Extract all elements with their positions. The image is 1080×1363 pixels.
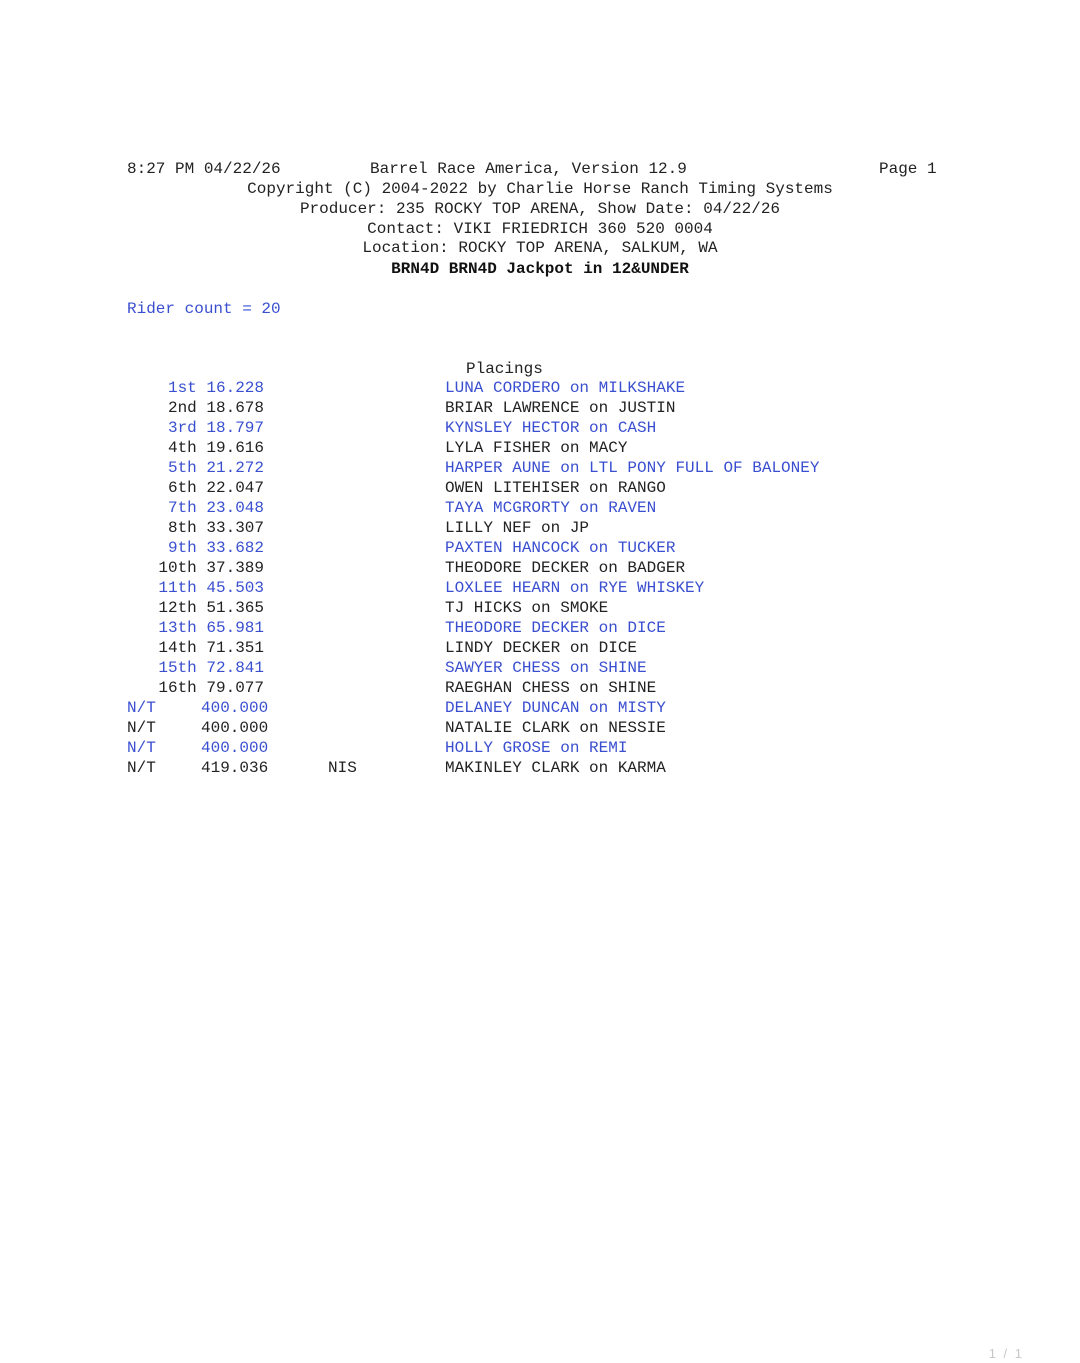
page-indicator: 1 / 1 (988, 1346, 1024, 1361)
placing-row (0, 558, 1080, 578)
placing-row (0, 738, 1080, 758)
program-version: Barrel Race America, Version 12.9 (370, 160, 687, 178)
location-line: Location: ROCKY TOP ARENA, SALKUM, WA (362, 239, 718, 257)
placing-time: 33.307 (206, 519, 264, 537)
placing-time: 400.000 (201, 699, 269, 717)
placing-row (0, 398, 1080, 418)
placing-place-time (124, 418, 264, 438)
rider-count: Rider count = 20 (127, 300, 281, 318)
placing-rider: NATALIE CLARK on NESSIE (445, 719, 666, 737)
placing-place: 7th (167, 499, 197, 517)
placing-rider: THEODORE DECKER on BADGER (445, 559, 686, 577)
placing-row (0, 498, 1080, 518)
placing-rider: KYNSLEY HECTOR on CASH (445, 419, 657, 437)
placing-place: 2nd (167, 399, 197, 417)
placing-place-time (124, 518, 264, 538)
placing-place: 13th (158, 619, 197, 637)
placing-place-time (124, 558, 264, 578)
placing-note: NIS (328, 759, 357, 777)
placing-place: N/T (127, 699, 156, 717)
placing-row (0, 518, 1080, 538)
placing-rider: THEODORE DECKER on DICE (445, 619, 666, 637)
placing-place: 6th (167, 479, 197, 497)
placing-place-time (124, 598, 264, 618)
placing-row (0, 538, 1080, 558)
placing-place: 12th (158, 599, 197, 617)
placing-place: 1st (167, 379, 197, 397)
placing-place-time (124, 478, 264, 498)
placing-place-time (124, 658, 264, 678)
placing-time: 51.365 (206, 599, 264, 617)
placing-place-time (124, 438, 264, 458)
placing-time: 400.000 (201, 739, 269, 757)
placing-rider: SAWYER CHESS on SHINE (445, 659, 647, 677)
placing-time: 18.678 (206, 399, 264, 417)
placing-time: 79.077 (206, 679, 264, 697)
placing-row (0, 598, 1080, 618)
placings-heading: Placings (466, 360, 543, 378)
page-number: Page 1 (879, 160, 937, 178)
placing-time: 19.616 (206, 439, 264, 457)
placing-row (0, 678, 1080, 698)
placing-rider: PAXTEN HANCOCK on TUCKER (445, 539, 676, 557)
placing-rider: HOLLY GROSE on REMI (445, 739, 628, 757)
placing-place-time (124, 398, 264, 418)
placing-row (0, 438, 1080, 458)
placing-place: N/T (127, 719, 156, 737)
placing-rider: MAKINLEY CLARK on KARMA (445, 759, 666, 777)
placing-time: 33.682 (206, 539, 264, 557)
placing-rider: LYLA FISHER on MACY (445, 439, 628, 457)
placing-time: 65.981 (206, 619, 264, 637)
placing-row (0, 718, 1080, 738)
report-timestamp: 8:27 PM 04/22/26 (127, 160, 281, 178)
placing-row (0, 698, 1080, 718)
placing-row (0, 638, 1080, 658)
placing-rider: LUNA CORDERO on MILKSHAKE (445, 379, 686, 397)
placing-place: N/T (127, 739, 156, 757)
placing-time: 419.036 (201, 759, 269, 777)
contact-line: Contact: VIKI FRIEDRICH 360 520 0004 (367, 220, 713, 238)
placing-time: 21.272 (206, 459, 264, 477)
placing-place: N/T (127, 759, 156, 777)
placing-place-time (124, 378, 264, 398)
placing-row (0, 418, 1080, 438)
placing-time: 45.503 (206, 579, 264, 597)
placing-rider: LOXLEE HEARN on RYE WHISKEY (445, 579, 705, 597)
placing-rider: DELANEY DUNCAN on MISTY (445, 699, 666, 717)
placing-rider: TJ HICKS on SMOKE (445, 599, 609, 617)
placing-place: 15th (158, 659, 197, 677)
placing-place: 3rd (167, 419, 197, 437)
placing-place-time (124, 678, 264, 698)
placing-rider: BRIAR LAWRENCE on JUSTIN (445, 399, 676, 417)
placing-row (0, 618, 1080, 638)
placing-place: 11th (158, 579, 197, 597)
event-title: BRN4D BRN4D Jackpot in 12&UNDER (391, 260, 689, 278)
placing-rider: HARPER AUNE on LTL PONY FULL OF BALONEY (445, 459, 820, 477)
placing-place-time (124, 618, 264, 638)
placing-row (0, 378, 1080, 398)
placing-rider: TAYA MCGRORTY on RAVEN (445, 499, 657, 517)
copyright-line: Copyright (C) 2004-2022 by Charlie Horse Ranch Timing Systems (247, 180, 833, 198)
placing-place: 8th (167, 519, 197, 537)
placing-place: 5th (167, 459, 197, 477)
placing-time: 16.228 (206, 379, 264, 397)
placing-rider: OWEN LITEHISER on RANGO (445, 479, 666, 497)
placing-place-time (124, 638, 264, 658)
placing-row (0, 478, 1080, 498)
placing-row (0, 658, 1080, 678)
placing-place: 9th (167, 539, 197, 557)
placing-time: 22.047 (206, 479, 264, 497)
placing-time: 72.841 (206, 659, 264, 677)
placing-row (0, 458, 1080, 478)
placing-place: 4th (167, 439, 197, 457)
placing-row (0, 758, 1080, 778)
placing-time: 400.000 (201, 719, 269, 737)
placing-place-time (124, 578, 264, 598)
placing-place-time (124, 498, 264, 518)
placing-time: 71.351 (206, 639, 264, 657)
producer-line: Producer: 235 ROCKY TOP ARENA, Show Date: 04/22/26 (299, 200, 781, 218)
placing-place-time (124, 538, 264, 558)
placing-place-time (124, 458, 264, 478)
placing-place: 16th (158, 679, 197, 697)
placing-row (0, 578, 1080, 598)
placing-place: 10th (158, 559, 197, 577)
placing-time: 37.389 (206, 559, 264, 577)
placing-rider: RAEGHAN CHESS on SHINE (445, 679, 657, 697)
placing-rider: LINDY DECKER on DICE (445, 639, 638, 657)
placing-time: 23.048 (206, 499, 264, 517)
placing-rider: LILLY NEF on JP (445, 519, 590, 537)
placing-time: 18.797 (206, 419, 264, 437)
placing-place: 14th (158, 639, 197, 657)
